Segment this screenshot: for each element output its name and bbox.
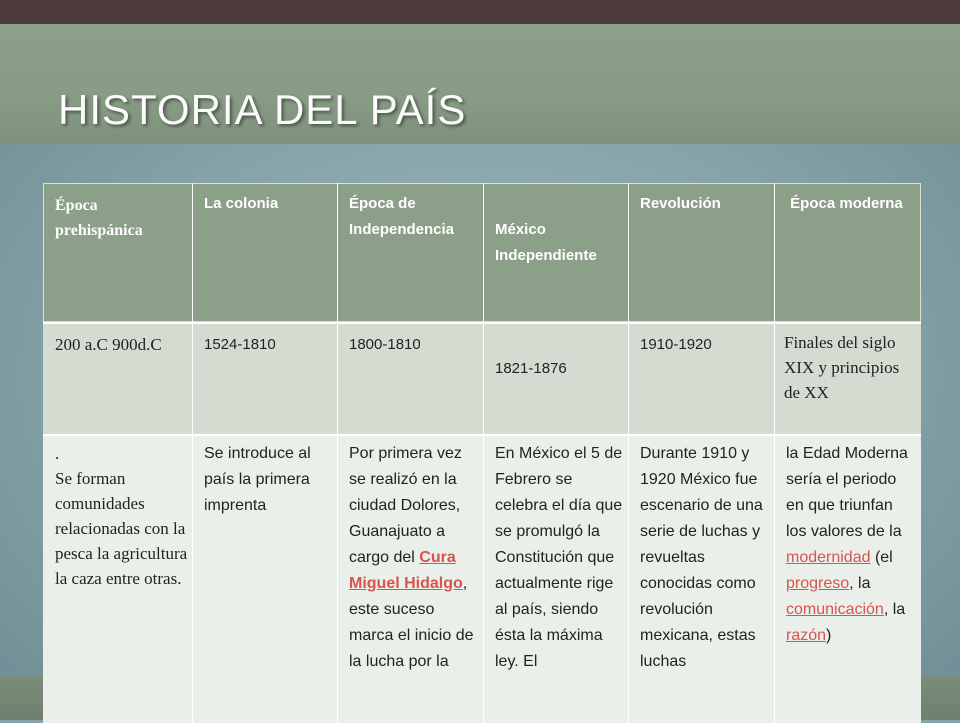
description-independencia-text-after: , este suceso marca el inicio de la lucha por la — [349, 575, 474, 670]
link-cura-miguel-hidalgo[interactable]: Cura Miguel Hidalgo — [349, 549, 463, 592]
period-mexico-independiente: 1821-1876 — [495, 360, 567, 377]
slide-title: HISTORIA DEL PAÍS — [58, 86, 467, 133]
column-divider — [337, 183, 338, 723]
description-colonia: Se introduce al país la primera imprenta — [204, 445, 311, 514]
description-revolucion: Durante 1910 y 1920 México fue escenario de una serie de luchas y revueltas conocidas como revolución mexicana, estas luchas — [640, 445, 763, 670]
history-table — [43, 183, 921, 723]
link-razon[interactable]: razón — [786, 627, 827, 644]
header-epoca-independencia: Época de Independencia — [349, 195, 455, 238]
description-mexico-independiente: En México el 5 de Febrero se celebra el día que se promulgó la Constitución que actualmente rige al país, siendo ésta la máxima ley. El — [495, 445, 623, 670]
description-moderna-t1: la Edad Moderna sería el periodo en que triunfan los valores de la — [786, 445, 908, 540]
description-independencia-text-before: Por primera vez se realizó en la ciudad Dolores, Guanajuato a cargo del — [349, 445, 462, 566]
column-divider — [628, 183, 629, 723]
column-divider — [483, 183, 484, 723]
description-prehispanica-text: Se forman comunidades relacionadas con la pesca la agricultura la caza entre otras. — [55, 469, 188, 588]
link-comunicacion[interactable]: comunicación — [786, 601, 884, 618]
description-moderna-t2: (el — [870, 549, 893, 566]
description-moderna-t3: , la — [849, 575, 871, 592]
period-colonia: 1524-1810 — [204, 336, 276, 353]
description-prehispanica-dot: . — [55, 444, 60, 463]
link-modernidad[interactable]: modernidad — [786, 549, 871, 566]
header-epoca-prehispanica: Época prehispánica — [55, 197, 143, 239]
header-mexico-independiente: México Independiente — [495, 221, 597, 264]
period-prehispanica: 200 a.C 900d.C — [55, 335, 162, 354]
column-divider — [774, 183, 775, 723]
period-moderna: Finales del siglo XIX y principios de XX — [784, 333, 900, 402]
header-epoca-moderna: Época moderna — [786, 195, 903, 212]
link-progreso[interactable]: progreso — [786, 575, 850, 592]
header-revolucion: Revolución — [640, 195, 721, 212]
row-divider — [43, 322, 921, 324]
header-la-colonia: La colonia — [204, 195, 279, 212]
column-divider — [192, 183, 193, 723]
description-prehispanica — [55, 441, 189, 591]
row-divider — [43, 434, 921, 436]
description-independencia — [349, 441, 477, 675]
top-bar — [0, 0, 960, 24]
period-independencia: 1800-1810 — [349, 336, 421, 353]
period-revolucion: 1910-1920 — [640, 336, 712, 353]
description-moderna-t5: ) — [826, 627, 832, 644]
description-moderna-t4: , la — [883, 601, 906, 618]
description-moderna — [786, 441, 914, 649]
